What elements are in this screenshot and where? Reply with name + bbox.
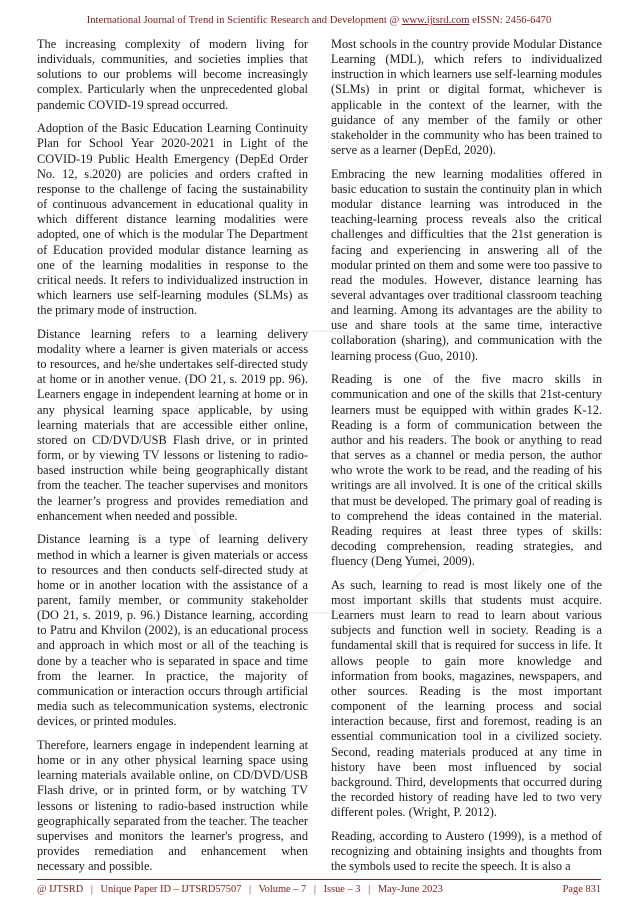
header-issn: eISSN: 2456-6470 — [469, 15, 552, 26]
paragraph: Adoption of the Basic Education Learning Continuity Plan for School Year 2020-2021 in Light of the COVID-19 Public Health Emergency (DepEd Order No. 12, s.2020) are policies and orders crafted in response to the challenge of facing the sustainability of continuous advancement in educational quality in which different distance learning modalities were adopted, one of which is the modular The Department of Education provided modular distance learning as one of the learning modalities in response to the critical needs. It refers to individualized instruction in which learners use self-learning modules (SLMs) as the primary mode of instruction. — [37, 121, 308, 318]
header-website-link[interactable]: www.ijtsrd.com — [401, 15, 470, 26]
paragraph: Distance learning refers to a learning delivery modality where a learner is given materials or access to resources, and he/she undertakes self-directed study at home or in another venue. (DO 21, s. 2019 pp. 96). Learners engage in independent learning at home or in any physical learning space applicable, by using learning materials that are accessible either online, stored on CD/DVD/USB Flash drive, or in printed form, or by viewing TV lessons or listening to radio-based instruction while being geographically distant from the teacher. The teacher supervises and monitors the learner’s progress and provides remediation and enhancement when needed and possible. — [37, 326, 308, 523]
paragraph: Reading, according to Austero (1999), is a method of recognizing and obtaining insights and thoughts from the symbols used to recite the speech. It is also a — [331, 828, 602, 874]
footer-journal: @ IJTSRD — [37, 884, 84, 895]
footer-page-number: Page 831 — [562, 884, 601, 895]
footer-separator: | — [368, 884, 371, 895]
running-footer — [37, 879, 601, 895]
paragraph: Therefore, learners engage in independent learning at home or in any other physical learning space using learning materials available online, on CD/DVD/USB Flash drive, or in printed form, or by watching TV lessons or listening to radio-based instruction while geographically separated from the teacher. The teacher supervises and monitors the learner's progress, and provides remediation and enhancement when necessary and possible. — [37, 737, 308, 874]
right-column — [331, 37, 602, 883]
footer-separator: | — [313, 884, 316, 895]
paragraph: Distance learning is a type of learning delivery method in which a learner is given materials or access to resources and then conducts self-directed study at home or in another location with the assistance of a parent, family member, or community stakeholder (DO 21, s. 2019, p. 96.) Distance learning, according to Patru and Khvilon (2002), is an educational process and approach in which most or all of the teaching is done by a teacher who is separated in space and time from the learner. In practice, the majority of communication or interaction occurs through artificial media such as telecommunication systems, electronic devices, or printed modules. — [37, 532, 308, 729]
paragraph: Most schools in the country provide Modular Distance Learning (MDL), which refers to individualized instruction in which learners use self-learning modules (SLMs) in print or digital format, whichever is applicable in the context of the learner, with the guidance of any member of the family or other stakeholder in the community who has been trained to serve as a learner (DepEd, 2020). — [331, 37, 602, 158]
footer-separator: | — [90, 884, 93, 895]
paragraph: Reading is one of the five macro skills in communication and one of the skills that 21st-century learners must be equipped with within grades K-12. Reading is a form of communication between the author and his readers. The book or anything to read that serves as a channel or media person, the author who wrote the work to be read, and the reading of his writings are all involved. It is one of the critical skills that must be developed. The primary goal of reading is to comprehend the ideas contained in the material. Reading requires at least three types of skills: decoding comprehension, reading strategies, and fluency (Deng Yumei, 2009). — [331, 372, 602, 569]
header-journal-name: International Journal of Trend in Scientific Research and Development @ — [86, 15, 402, 26]
paragraph: Embracing the new learning modalities offered in basic education to sustain the continuity plan in which modular distance learning was introduced in the teaching-learning process reveals also the critical challenges and difficulties that the 21st generation is facing and experiencing in answering all of the modular printed on them and some were too passive to read the modules. However, distance learning has several advantages over traditional classroom teaching and learning. Among its advantages are the ability to use and share tools at the same time, interactive collaboration (sharing), and communication with the learning process (Guo, 2010). — [331, 166, 602, 363]
footer-volume: Volume – 7 — [258, 884, 307, 895]
footer-issue: Issue – 3 — [323, 884, 361, 895]
footer-paper-id: Unique Paper ID – IJTSRD57507 — [100, 884, 242, 895]
paragraph: The increasing complexity of modern living for individuals, communities, and societies implies that solutions to our problems will become increasingly complex. Particularly when the unprecedented global pandemic COVID-19 spread occurred. — [37, 37, 308, 112]
running-header — [0, 15, 638, 26]
left-column — [37, 37, 308, 883]
footer-date: May-June 2023 — [377, 884, 443, 895]
footer-separator: | — [249, 884, 252, 895]
paragraph: As such, learning to read is most likely one of the most important skills that students must acquire. Learners must learn to read to learn about various subjects and function well in society. Reading is a fundamental skill that is required for success in life. It allows people to gain more knowledge and information from books, magazines, newspapers, and other sources. Reading is the most important component of the learning process and social interaction because, first and foremost, reading is an essential communication tool in a civilized society. Second, reading materials produced at any time in history have been most influenced by social background. Third, developments that occurred during the recorded history of reading have led to two very different poles. (Wright, P. 2012). — [331, 577, 602, 820]
